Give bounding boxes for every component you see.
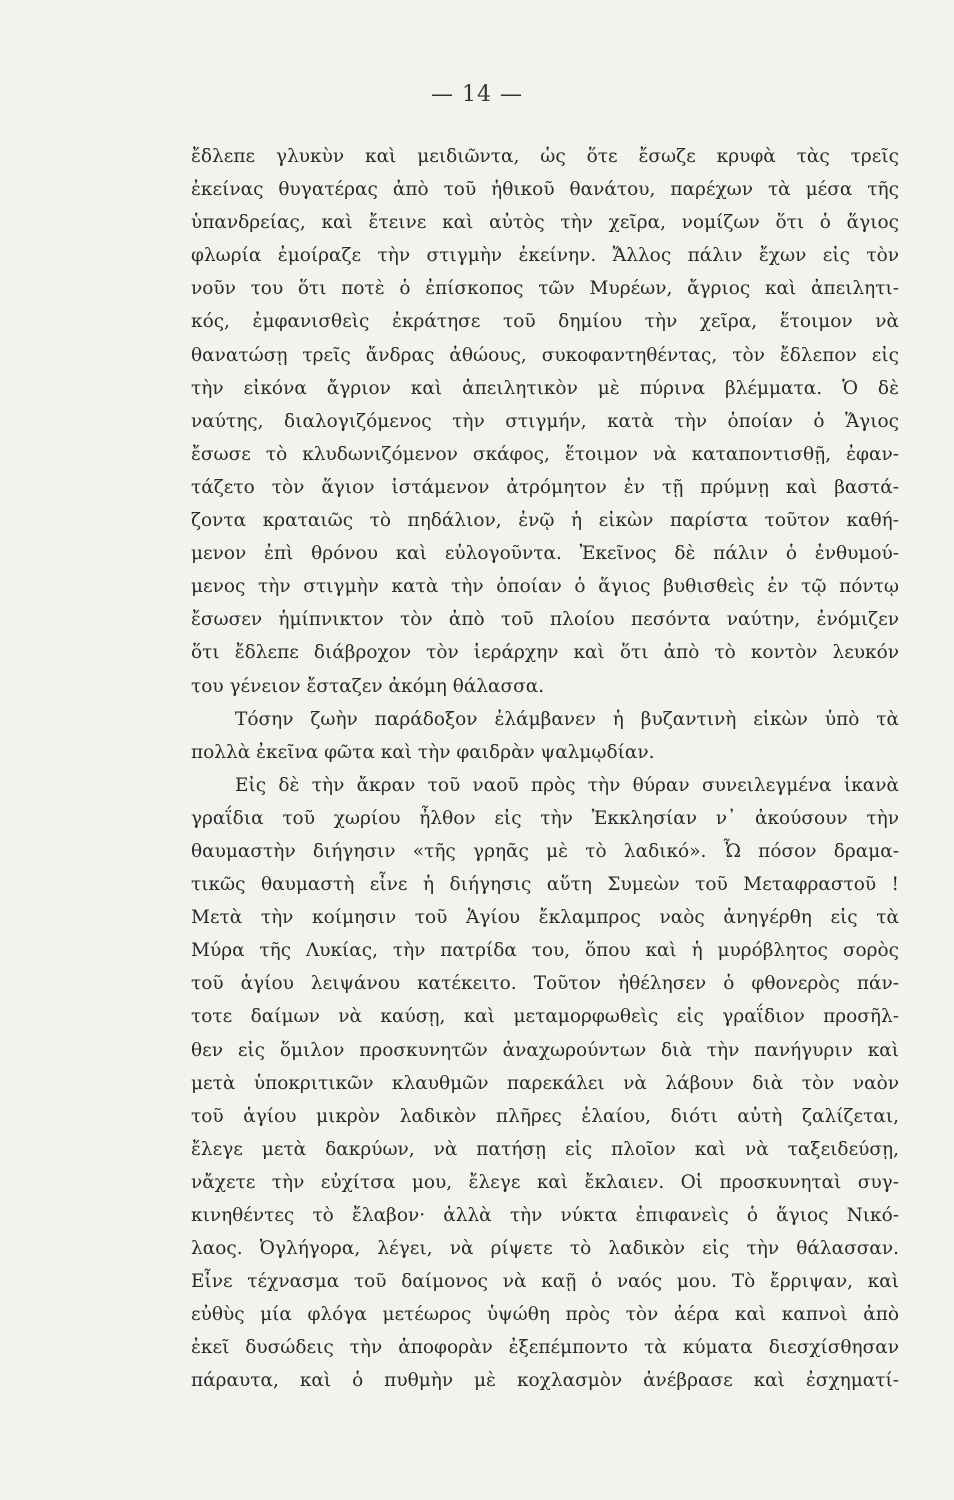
text-line: κινηθέντες τὸ ἔλαβον· ἀλλὰ τὴν νύκτα ἐπιφανεὶς ὁ ἅγιος Νικό- <box>191 1205 899 1226</box>
text-line: νἄχετε τὴν εὐχίτσα μου, ἔλεγε καὶ ἔκλαιεν. Οἱ προσκυνηταὶ συγ- <box>191 1171 899 1193</box>
text-line: πάραυτα, καὶ ὁ πυθμὴν μὲ κοχλασμὸν ἀνέβρασε καὶ ἐσχηματί- <box>191 1370 899 1392</box>
text-line: ἐκεῖ δυσώδεις τὴν ἀποφορὰν ἐξεπέμποντο τὰ κύματα διεσχίσθησαν <box>191 1337 899 1359</box>
text-line: ὅτι ἔδλεπε διάβροχον τὸν ἱεράρχην καὶ ὅτι ἀπὸ τὸ κοντὸν λευκόν <box>191 642 899 664</box>
text-line: τάζετο τὸν ἅγιον ἱστάμενον ἀτρόμητον ἐν τῇ πρύμνῃ καὶ βαστά- <box>191 476 899 498</box>
text-line: τὴν εἰκόνα ἄγριον καὶ ἀπειλητικὸν μὲ πύρινα βλέμματα. Ὁ δὲ <box>191 377 899 399</box>
text-line: πολλὰ ἐκεῖνα φῶτα καὶ τὴν φαιδρὰν ψαλμῳδίαν. <box>191 741 655 763</box>
text-line: ζοντα κραταιῶς τὸ πηδάλιον, ἐνῷ ἡ εἰκὼν παρίστα τοῦτον καθή- <box>191 510 899 532</box>
text-line: τοῦ ἁγίου λειψάνου κατέκειτο. Τοῦτον ἠθέλησεν ὁ φθονερὸς πάν- <box>191 973 899 995</box>
text-line: Μύρα τῆς Λυκίας, τὴν πατρίδα του, ὅπου καὶ ἡ μυρόβλητος σορὸς <box>191 940 899 962</box>
text-line: λαος. Ὀγλήγορα, λέγει, νὰ ρίψετε τὸ λαδικὸν εἰς τὴν θάλασσαν. <box>191 1238 899 1260</box>
text-line: ἐκείνας θυγατέρας ἀπὸ τοῦ ἠθικοῦ θανάτου, παρέχων τὰ μέσα τῆς <box>191 179 899 201</box>
text-line: τικῶς θαυμαστὴ εἶνε ἡ διήγησις αὕτη Συμεὼν τοῦ Μεταφραστοῦ ! <box>191 874 899 896</box>
text-line: του γένειον ἔσταζεν ἀκόμη θάλασσα. <box>191 675 545 697</box>
text-line: μετὰ ὑποκριτικῶν κλαυθμῶν παρεκάλει νὰ λάβουν διὰ τὸν ναὸν <box>191 1072 899 1094</box>
text-line: τοτε δαίμων νὰ καύσῃ, καὶ μεταμορφωθεὶς εἰς γραΐδιον προσῆλ- <box>191 1006 899 1028</box>
text-line: ἔσωσεν ἡμίπνικτον τὸν ἀπὸ τοῦ πλοίου πεσόντα ναύτην, ἐνόμιζεν <box>191 609 899 631</box>
text-line: εὐθὺς μία φλόγα μετέωρος ὑψώθη πρὸς τὸν ἀέρα καὶ καπνοὶ ἀπὸ <box>191 1304 899 1326</box>
text-line: ναύτης, διαλογιζόμενος τὴν στιγμήν, κατὰ τὴν ὁποίαν ὁ Ἅγιος <box>191 410 899 432</box>
text-line: ἔλεγε μετὰ δακρύων, νὰ πατήσῃ εἰς πλοῖον καὶ νὰ ταξειδεύσῃ, <box>191 1138 899 1160</box>
text-line: θανατώσῃ τρεῖς ἄνδρας ἀθώους, συκοφαντηθέντας, τὸν ἔδλεπον εἰς <box>191 344 899 366</box>
text-line: θαυμαστὴν διήγησιν «τῆς γρηᾶς μὲ τὸ λαδικό». Ὦ πόσον δραμα- <box>191 840 899 862</box>
text-line: Εἶνε τέχνασμα τοῦ δαίμονος νὰ καῇ ὁ ναός μου. Τὸ ἔρριψαν, καὶ <box>191 1271 899 1293</box>
text-line: νοῦν του ὅτι ποτὲ ὁ ἐπίσκοπος τῶν Μυρέων, ἄγριος καὶ ἀπειλητι- <box>191 278 899 300</box>
text-line: Τόσην ζωὴν παράδοξον ἐλάμβανεν ἡ βυζαντινὴ εἰκὼν ὑπὸ τὰ <box>235 708 899 730</box>
text-line: Εἰς δὲ τὴν ἄκραν τοῦ ναοῦ πρὸς τὴν θύραν συνειλεγμένα ἱκανὰ <box>235 774 899 796</box>
body-text <box>191 140 899 1398</box>
text-line: θεν εἰς ὅμιλον προσκυνητῶν ἀναχωρούντων διὰ τὴν πανήγυριν καὶ <box>191 1039 899 1061</box>
text-line: ἔδλεπε γλυκὺν καὶ μειδιῶντα, ὡς ὅτε ἔσωζε κρυφὰ τὰς τρεῖς <box>191 146 899 167</box>
text-line: Μετὰ τὴν κοίμησιν τοῦ Ἁγίου ἔκλαμπρος ναὸς ἀνηγέρθη εἰς τὰ <box>191 907 899 929</box>
text-line: ὑπανδρείας, καὶ ἔτεινε καὶ αὐτὸς τὴν χεῖρα, νομίζων ὅτι ὁ ἅγιος <box>191 212 899 234</box>
text-line: γραΐδια τοῦ χωρίου ἦλθον εἰς τὴν Ἐκκλησίαν ν᾽ ἀκούσουν τὴν <box>191 807 899 829</box>
text-line: κός, ἐμφανισθεὶς ἐκράτησε τοῦ δημίου τὴν χεῖρα, ἕτοιμον νὰ <box>191 311 899 333</box>
text-line: μενον ἐπὶ θρόνου καὶ εὐλογοῦντα. Ἐκεῖνος δὲ πάλιν ὁ ἐνθυμού- <box>191 543 899 565</box>
page-number: — 14 — <box>431 82 523 107</box>
text-line: τοῦ ἁγίου μικρὸν λαδικὸν πλῆρες ἐλαίου, διότι αὐτὴ ζαλίζεται, <box>191 1105 899 1127</box>
text-line: ἔσωσε τὸ κλυδωνιζόμενον σκάφος, ἕτοιμον νὰ καταποντισθῇ, ἐφαν- <box>191 443 899 465</box>
text-line: φλωρία ἐμοίραζε τὴν στιγμὴν ἐκείνην. Ἄλλος πάλιν ἔχων εἰς τὸν <box>191 245 899 267</box>
text-line: μενος τὴν στιγμὴν κατὰ τὴν ὁποίαν ὁ ἅγιος βυθισθεὶς ἐν τῷ πόντῳ <box>191 576 899 598</box>
